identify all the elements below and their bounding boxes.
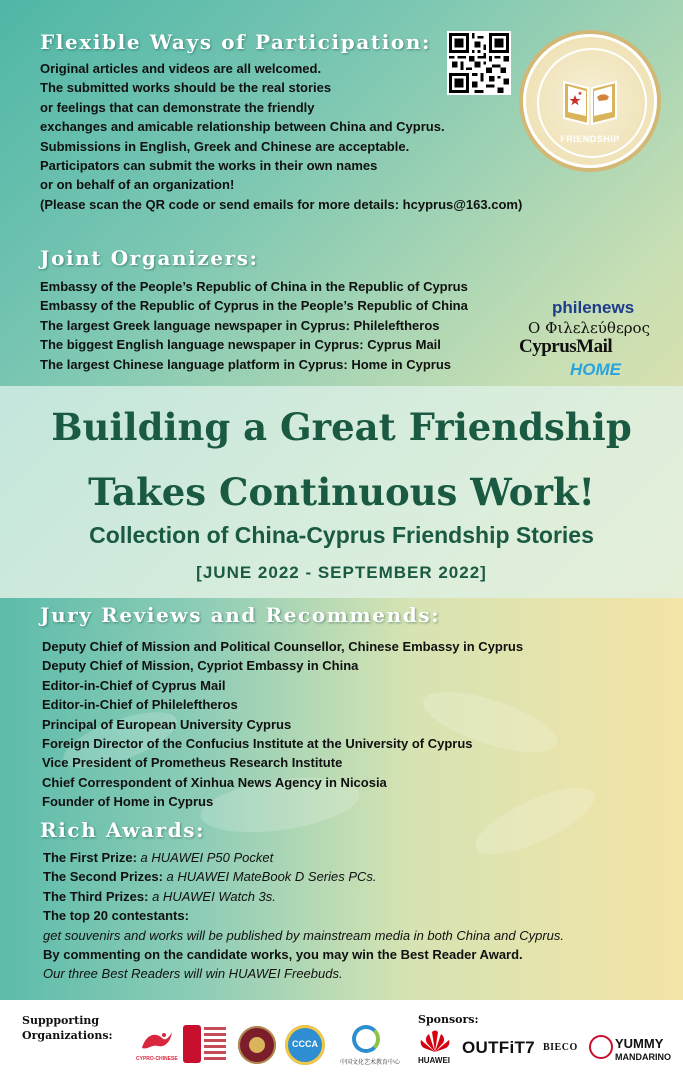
award-third-label: The Third Prizes:: [43, 888, 149, 904]
subtitle: Collection of China-Cyprus Friendship Stories: [89, 522, 594, 548]
friendship-seal-logo: [523, 34, 657, 168]
bieco-logo: BIECO: [543, 1042, 578, 1053]
participation-line: or feelings that can demonstrate the friendly: [40, 99, 315, 115]
cypro-chinese-label: CYPRO-CHINESE: [136, 1056, 178, 1062]
award-second-value: a HUAWEI MateBook D Series PCs.: [166, 869, 377, 885]
supporting-label-line-1: Suppporting: [22, 1014, 100, 1027]
sponsors-label: Sponsors:: [418, 1013, 479, 1026]
huawei-petal-icon: [418, 1030, 452, 1054]
organizer-line: Embassy of the Republic of Cyprus in the People’s Republic of China: [40, 298, 468, 314]
ccca-logo: [285, 1025, 325, 1065]
huawei-logo: [418, 1030, 452, 1070]
cypro-chinese-logo: [136, 1026, 176, 1062]
home-in-cyprus-logo: HOME: [570, 360, 621, 379]
awards-list: [43, 848, 564, 984]
jury-heading: Jury Reviews and Recommends:: [40, 603, 441, 627]
participation-line: Participators can submit the works in their own names: [40, 158, 378, 174]
participation-heading: Flexible Ways of Participation:: [40, 30, 431, 54]
organizer-line: Embassy of the People’s Republic of China in the Republic of Cyprus: [40, 279, 468, 294]
chinese-association-logo: [183, 1025, 229, 1067]
supporting-organizations-label: [22, 1013, 113, 1043]
organizers-list: [40, 277, 468, 374]
award-first-label: The First Prize:: [43, 850, 137, 865]
award-first: [43, 848, 564, 867]
book-emblem-icon: [560, 64, 620, 130]
jury-list: [42, 637, 523, 812]
main-title-line-1: Building a Great Friendship: [51, 405, 632, 449]
huawei-label: HUAWEI: [418, 1056, 450, 1065]
award-top20-value: get souvenirs and works will be published by mainstream media in both China and Cyprus.: [43, 927, 564, 943]
seal-label: FRIENDSHIP: [560, 134, 620, 144]
supporting-label-line-2: Organizations:: [22, 1029, 113, 1042]
ccca-label: CCCA: [292, 1039, 318, 1049]
jury-line: Deputy Chief of Mission and Political Counsellor, Chinese Embassy in Cyprus: [42, 639, 524, 654]
organizer-line: The largest Greek language newspaper in Cyprus: Phileleftheros: [40, 317, 440, 333]
award-second-label: The Second Prizes:: [43, 869, 163, 885]
mandarino-logo: MANDARINO: [615, 1052, 671, 1062]
participation-line: (Please scan the QR code or send emails for more details: hcyprus@163.com): [40, 196, 523, 212]
organizer-line: The biggest English language newspaper in Cyprus: Cyprus Mail: [40, 337, 441, 353]
jury-line: Foreign Director of the Confucius Institute at the University of Cyprus: [42, 736, 473, 752]
cultural-center-logo: [340, 1025, 402, 1067]
jury-line: Editor-in-Chief of Phileleftheros: [42, 697, 238, 713]
cyprus-mail-logo: CyprusMail: [519, 336, 613, 357]
participation-line: The submitted works should be the real stories: [40, 80, 332, 96]
jury-line: Principal of European University Cyprus: [42, 716, 292, 732]
award-third: [43, 887, 564, 906]
participation-line: Submissions in English, Greek and Chinese are acceptable.: [40, 138, 410, 154]
jury-line: Vice President of Prometheus Research Institute: [42, 755, 343, 771]
award-third-value: a HUAWEI Watch 3s.: [152, 888, 276, 904]
yummy-mandarino-emblem-icon: [589, 1035, 613, 1059]
event-dates: [JUNE 2022 - SEPTEMBER 2022]: [196, 563, 487, 582]
organizer-line: The largest Chinese language platform in Cyprus: Home in Cyprus: [40, 356, 452, 372]
award-first-value: a HUAWEI P50 Pocket: [140, 850, 274, 865]
swirl-icon: [352, 1025, 380, 1053]
participation-line: exchanges and amicable relationship between China and Cyprus.: [40, 119, 445, 135]
jury-line: Chief Correspondent of Xinhua News Agency in Nicosia: [42, 774, 387, 790]
seal-center-icon: [249, 1037, 265, 1053]
phileleftheros-logo: Ο Φιλελεύθερος: [528, 319, 650, 337]
university-seal-logo: [238, 1026, 276, 1064]
qr-code[interactable]: [447, 31, 511, 95]
philenews-logo: philenews: [552, 298, 635, 317]
jury-line: Editor-in-Chief of Cyprus Mail: [42, 677, 226, 693]
red-emblem-icon: [183, 1025, 201, 1063]
organizers-heading: Joint Organizers:: [40, 246, 259, 270]
award-second: [43, 867, 564, 886]
main-title-line-2: Takes Continuous Work!: [88, 470, 595, 514]
participation-line: or on behalf of an organization!: [40, 177, 235, 193]
chinese-text-block: [204, 1027, 226, 1061]
jury-line: Deputy Chief of Mission, Cypriot Embassy in China: [42, 658, 359, 674]
outfit7-logo: OUTFiT7: [462, 1038, 535, 1057]
jury-line: Founder of Home in Cyprus: [42, 794, 214, 810]
award-top20-label: The top 20 contestants:: [43, 908, 189, 924]
yummy-logo: YUMMY: [615, 1036, 664, 1051]
best-reader-line: By commenting on the candidate works, you may win the Best Reader Award.: [43, 947, 523, 963]
dragon-icon: [136, 1026, 176, 1056]
cultural-center-label: 中国文化艺术教育中心: [340, 1060, 401, 1066]
participation-line: Original articles and videos are all welcomed.: [40, 61, 322, 76]
awards-heading: Rich Awards:: [40, 818, 206, 842]
best-reader-prize: Our three Best Readers will win HUAWEI Freebuds.: [43, 966, 343, 982]
